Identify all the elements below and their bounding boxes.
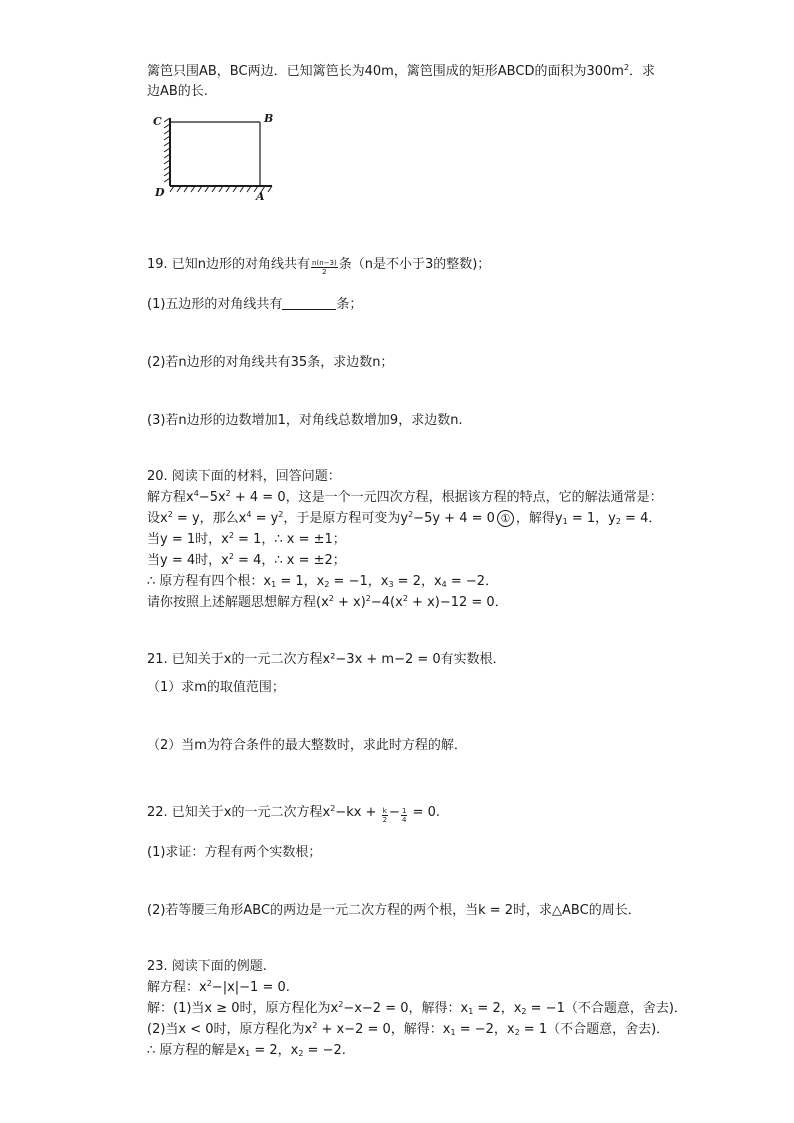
label-c: C (153, 115, 162, 128)
q18-line-1: 篱笆只围AB，BC两边．已知篱笆长为40m，篱笆围成的矩形ABCD的面积为$300m^2$．求 (147, 63, 656, 79)
label-a: A (256, 190, 265, 202)
label-b: B (264, 112, 274, 125)
circled-one: ① (497, 510, 514, 527)
q23-line-4: ∴ 原方程的解是$x_1 = 2$，$x_2 = -2$. (147, 1043, 346, 1058)
fence-rectangle-figure (150, 110, 290, 202)
q23-line-2: 解：(1)当x ≥ 0时，原方程化为$x^2-x-2 = 0$，解得：$x_1 = 2$，$x_2 = -1$（不合题意，舍去)． (147, 1000, 687, 1016)
q19-part-2: (2)若n边形的对角线共有35条，求边数n； (147, 355, 394, 370)
q18-line-2: 边AB的长. (147, 84, 208, 99)
label-d: D (155, 186, 165, 199)
q21-part-2: （2）当m为符合条件的最大整数时，求此时方程的解． (147, 738, 467, 753)
q20-line-1: 解方程$x^4-5x^2 + 4 = 0$，这是一个一元四次方程，根据该方程的特点，它的解法通常是： (147, 489, 663, 505)
q21-part-1: （1）求m的取值范围； (147, 680, 285, 695)
q20-line-4: 当y = 4时，$x^2 = 4$，∴ x = ±2； (147, 552, 346, 568)
q20-line-5: ∴ 原方程有四个根：$x_1 = 1$，$x_2 = -1$，$x_3 = 2$，$x_4 = -2$． (147, 574, 499, 589)
q20-line-2: 设$x^2 = y$，那么$x^4 = y^2$，于是原方程可变为$y^2-5y + 4 = 0$ ① ，解得$y_1 = 1$，$y_2 = 4$． (147, 510, 662, 526)
q23-line-3: (2)当x < 0时，原方程化为$x^2 + x-2 = 0$，解得：$x_1 = -2$，$x_2 = 1$（不合题意，舍去)． (147, 1021, 670, 1037)
q22-part-1: (1)求证：方程有两个实数根； (147, 845, 322, 860)
q23-title: 23. 阅读下面的例题. (147, 959, 267, 974)
answer-blank[interactable] (282, 297, 336, 310)
q20-line-6: 请你按照上述解题思想解方程$(x^2 + x)^2-4(x^2 + x)-12 = 0$． (147, 594, 508, 610)
q19-stem: 19. 已知n边形的对角线共有 $\frac{n(n-3)}{2}$ 条（n是不小于3的整数)； (147, 257, 491, 276)
q22-part-2: (2)若等腰三角形ABC的两边是一元二次方程的两个根，当k = 2时，求△ABC的周长． (147, 903, 641, 918)
q22-stem: 22. 已知关于x的一元二次方程$x^2-kx$ + $\frac{k}{2}$ − $\frac{1}{4}$ = 0. (147, 804, 440, 824)
q20-line-3: 当y = 1时，$x^2 = 1$，∴ x = ±1； (147, 531, 346, 547)
q19-part-3: (3)若n边形的边数增加1，对角线总数增加9，求边数n. (147, 413, 463, 428)
q19-part-1: (1)五边形的对角线共有 条； (147, 297, 363, 312)
q21-stem: 21. 已知关于x的一元二次方程x²−3x + m−2 = 0有实数根． (147, 652, 506, 667)
q20-title: 20. 阅读下面的材料，回答问题： (147, 469, 341, 484)
q23-line-1: 解方程：$x^2-|x|-1 = 0$. (147, 979, 290, 995)
